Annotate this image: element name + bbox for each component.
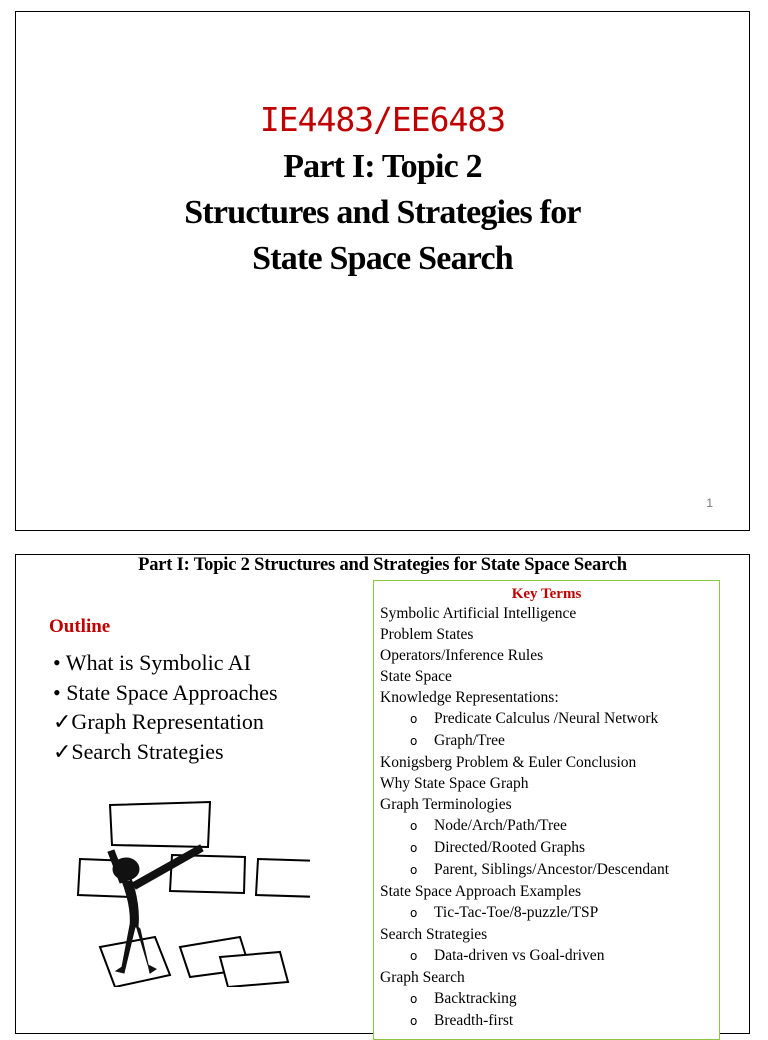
person-arranging-papers-icon: [60, 797, 310, 987]
key-term-item: [380, 645, 719, 666]
key-term-subitem: [380, 815, 719, 837]
title-line-3: State Space Search: [252, 240, 513, 277]
key-term-text: Symbolic Artificial Intelligence: [380, 605, 577, 622]
key-term-text: Graph Terminologies: [380, 796, 512, 813]
course-code: IE4483/EE6483: [259, 100, 506, 139]
sub-bullet-icon: o: [410, 949, 418, 963]
outline-item: ✓Search Strategies: [53, 738, 224, 764]
key-term-item: [380, 967, 719, 988]
sub-bullet-icon: o: [410, 906, 418, 920]
outline-item: • What is Symbolic AI: [53, 650, 251, 675]
key-term-item: [380, 666, 719, 687]
key-term-text: Predicate Calculus /Neural Network: [434, 710, 659, 727]
key-term-item: [380, 773, 719, 794]
key-term-subitem: [380, 902, 719, 924]
key-term-text: Why State Space Graph: [380, 775, 529, 792]
key-term-item: [380, 752, 719, 773]
key-term-text: Graph/Tree: [434, 732, 505, 749]
key-terms-list: [374, 603, 719, 1032]
sub-bullet-icon: o: [410, 1014, 418, 1028]
page-number: 1: [706, 496, 713, 510]
key-term-subitem: [380, 730, 719, 752]
key-term-text: Search Strategies: [380, 926, 488, 943]
sub-bullet-icon: o: [410, 992, 418, 1006]
key-term-text: Directed/Rooted Graphs: [434, 839, 586, 856]
slide-header: Part I: Topic 2 Structures and Strategies for State Space Search: [138, 555, 627, 575]
outline-item: • State Space Approaches: [53, 679, 278, 705]
key-terms-title: Key Terms: [511, 586, 582, 602]
key-term-text: Data-driven vs Goal-driven: [434, 947, 605, 964]
outline-title: Outline: [49, 616, 111, 637]
key-term-text: Backtracking: [434, 990, 517, 1007]
key-term-subitem: [380, 708, 719, 730]
key-term-subitem: [380, 837, 719, 859]
title-slide: [15, 11, 750, 531]
key-term-text: Parent, Siblings/Ancestor/Descendant: [434, 861, 670, 878]
sub-bullet-icon: o: [410, 712, 418, 726]
key-term-text: Tic-Tac-Toe/8-puzzle/TSP: [434, 904, 599, 921]
key-term-item: [380, 881, 719, 902]
key-term-text: Breadth-first: [434, 1012, 514, 1029]
key-term-item: [380, 924, 719, 945]
key-terms-box: [373, 580, 720, 1040]
outline-list: [53, 648, 278, 766]
key-term-subitem: [380, 945, 719, 967]
sub-bullet-icon: o: [410, 819, 418, 833]
title-line-1: Part I: Topic 2: [283, 148, 482, 185]
outline-item: ✓Graph Representation: [53, 709, 264, 734]
sub-bullet-icon: o: [410, 734, 418, 748]
key-term-item: [380, 687, 719, 708]
key-term-item: [380, 794, 719, 815]
key-term-item: [380, 603, 719, 624]
key-term-text: Problem States: [380, 626, 474, 643]
key-term-text: State Space: [380, 668, 452, 685]
key-term-subitem: [380, 1010, 719, 1032]
key-term-text: Konigsberg Problem & Euler Conclusion: [380, 754, 637, 771]
key-term-text: Node/Arch/Path/Tree: [434, 817, 567, 834]
key-term-text: Graph Search: [380, 969, 465, 986]
key-term-subitem: [380, 988, 719, 1010]
key-term-text: Knowledge Representations:: [380, 689, 559, 706]
key-term-subitem: [380, 859, 719, 881]
sub-bullet-icon: o: [410, 863, 418, 877]
key-term-text: State Space Approach Examples: [380, 883, 582, 900]
outline-slide: [15, 554, 750, 1034]
sub-bullet-icon: o: [410, 841, 418, 855]
key-term-item: [380, 624, 719, 645]
key-term-text: Operators/Inference Rules: [380, 647, 544, 664]
title-line-2: Structures and Strategies for: [184, 194, 581, 231]
